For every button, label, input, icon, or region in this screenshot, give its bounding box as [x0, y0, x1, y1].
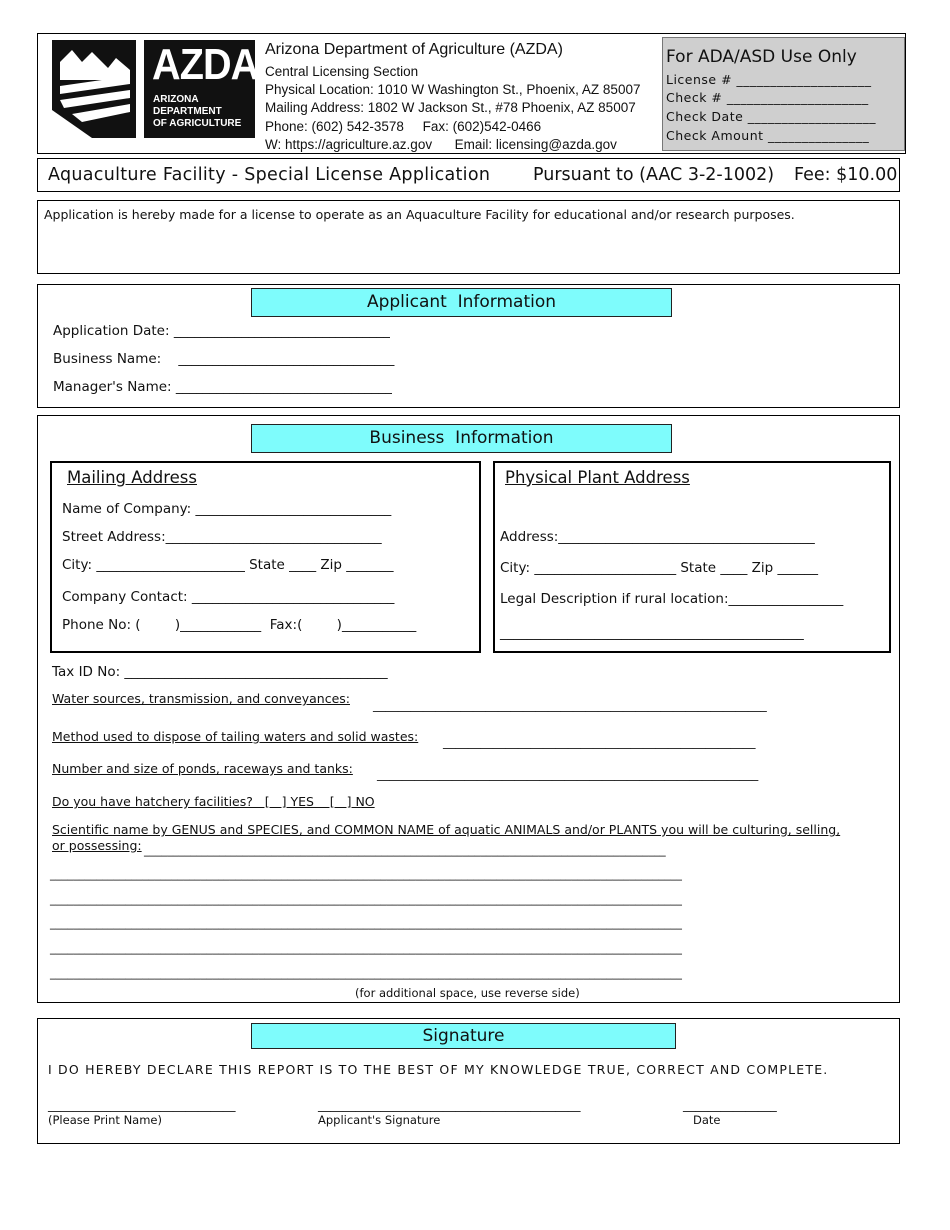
- disposal-method-line[interactable]: __________________________________________________: [443, 734, 756, 749]
- intro-text: Application is hereby made for a license to operate as an Aquaculture Facility for educational and/or research purposes.: [44, 207, 795, 222]
- plant-address-field[interactable]: Address:______________________________________: [500, 529, 815, 545]
- date-line[interactable]: _______________: [683, 1097, 777, 1112]
- agency-physical: Physical Location: 1010 W Washington St., Phoenix, AZ 85007: [265, 82, 641, 97]
- form-title: Aquaculture Facility - Special License Application: [48, 165, 491, 185]
- company-name-field[interactable]: Name of Company: _____________________________: [62, 501, 392, 517]
- agency-phone: Phone: (602) 542-3578 Fax: (602)542-0466: [265, 119, 542, 134]
- species-line[interactable]: _____________________________________________________________________________________________________________: [50, 916, 682, 930]
- mailing-address-heading: Mailing Address: [67, 468, 197, 487]
- date-caption: Date: [693, 1113, 721, 1127]
- legal-description-line2[interactable]: _____________________________________________: [500, 625, 804, 641]
- print-name-line[interactable]: ______________________________: [48, 1097, 236, 1112]
- street-address-field[interactable]: Street Address:________________________________: [62, 529, 382, 545]
- species-line-first[interactable]: __________________________________________________________________________________________: [144, 843, 666, 857]
- applicant-signature-line[interactable]: __________________________________________: [318, 1097, 581, 1112]
- physical-plant-heading: Physical Plant Address: [505, 468, 690, 487]
- agency-name: Arizona Department of Agriculture (AZDA): [265, 41, 563, 58]
- mailing-city-field[interactable]: City: ______________________ State ____ Zip _______: [62, 557, 394, 573]
- species-label-line2: or possessing:: [52, 838, 142, 853]
- applicant-heading: Applicant Information: [251, 288, 672, 317]
- plant-city-field[interactable]: City: _____________________ State ____ Zip ______: [500, 560, 819, 576]
- logo-line1: ARIZONA: [153, 94, 199, 105]
- species-line[interactable]: _____________________________________________________________________________________________________________: [50, 892, 682, 906]
- azda-logo: [52, 40, 259, 140]
- applicant-signature-caption: Applicant's Signature: [318, 1113, 441, 1127]
- water-sources-label: Water sources, transmission, and conveyances:: [52, 691, 350, 706]
- additional-space-note: (for additional space, use reverse side): [355, 986, 580, 1000]
- signature-heading: Signature: [251, 1023, 676, 1049]
- water-sources-line[interactable]: _______________________________________________________________: [373, 697, 767, 712]
- species-line[interactable]: _____________________________________________________________________________________________________________: [50, 867, 682, 881]
- disposal-method-label: Method used to dispose of tailing waters and solid wastes:: [52, 729, 419, 744]
- tax-id-field[interactable]: Tax ID No: _______________________________________: [52, 664, 388, 680]
- logo-line2: DEPARTMENT: [153, 106, 222, 117]
- office-check-amount: Check Amount _______________: [666, 128, 870, 143]
- business-name-field[interactable]: Business Name: ________________________________: [53, 351, 395, 367]
- phone-fax-field[interactable]: Phone No: ( )____________ Fax:( )___________: [62, 617, 417, 633]
- species-line[interactable]: _____________________________________________________________________________________________________________: [50, 966, 682, 980]
- office-license: License # ____________________: [666, 72, 872, 87]
- agency-mailing: Mailing Address: 1802 W Jackson St., #78 Phoenix, AZ 85007: [265, 100, 636, 115]
- species-label-line1: Scientific name by GENUS and SPECIES, and COMMON NAME of aquatic ANIMALS and/or PLANTS you will be culturing, selling,: [52, 822, 841, 837]
- species-line[interactable]: _____________________________________________________________________________________________________________: [50, 941, 682, 955]
- agency-web: W: https://agriculture.az.gov Email: licensing@azda.gov: [265, 137, 617, 152]
- business-heading: Business Information: [251, 424, 672, 453]
- hatchery-question[interactable]: Do you have hatchery facilities? [ ] YES [ ] NO: [52, 794, 375, 809]
- office-check-date: Check Date ___________________: [666, 109, 877, 124]
- logo-mark: AZDA: [152, 40, 259, 89]
- manager-name-field[interactable]: Manager's Name: ________________________________: [53, 379, 392, 395]
- print-name-caption: (Please Print Name): [48, 1113, 162, 1127]
- application-date-field[interactable]: Application Date: ________________________________: [53, 323, 390, 339]
- ponds-label: Number and size of ponds, raceways and tanks:: [52, 761, 353, 776]
- declaration-text: I DO HEREBY DECLARE THIS REPORT IS TO THE BEST OF MY KNOWLEDGE TRUE, CORRECT AND COMPLETE.: [48, 1062, 829, 1077]
- form-fee: Fee: $10.00: [794, 165, 898, 185]
- office-use-title: For ADA/ASD Use Only: [666, 47, 857, 67]
- logo-line3: OF AGRICULTURE: [153, 118, 242, 129]
- office-check: Check # _____________________: [666, 90, 869, 105]
- form-pursuant: Pursuant to (AAC 3-2-1002): [533, 165, 775, 185]
- ponds-line[interactable]: _____________________________________________________________: [377, 766, 759, 781]
- agency-section: Central Licensing Section: [265, 64, 419, 79]
- company-contact-field[interactable]: Company Contact: ______________________________: [62, 589, 395, 605]
- legal-description-field[interactable]: Legal Description if rural location:_________________: [500, 591, 844, 607]
